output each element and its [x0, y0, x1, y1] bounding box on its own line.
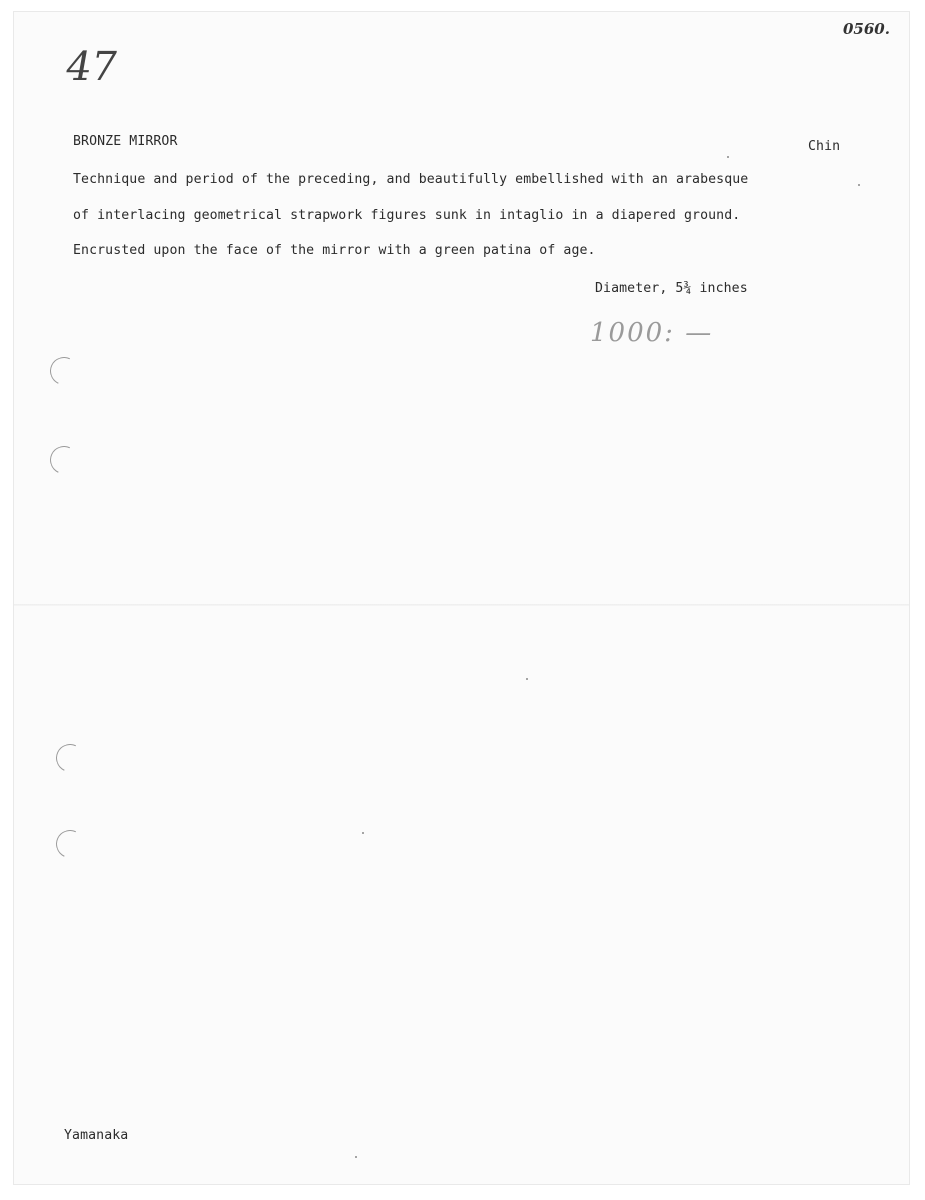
item-mark: 47 [61, 44, 121, 90]
description-line: of interlacing geometrical strapwork figures sunk in intaglio in a diapered ground. [73, 208, 741, 223]
speck [362, 832, 364, 834]
document-page [14, 12, 909, 1184]
speck [355, 1156, 357, 1158]
item-title: BRONZE MIRROR [73, 134, 178, 149]
price-annotation: 1000: — [590, 318, 714, 348]
speck [858, 184, 860, 186]
item-dimension: Diameter, 5¾ inches [595, 281, 748, 296]
item-origin: Chin [808, 139, 841, 154]
fold-line [14, 604, 909, 606]
dealer-name: Yamanaka [64, 1128, 129, 1143]
description-line: Technique and period of the preceding, and beautifully embellished with an arabesque [73, 172, 749, 187]
description-line: Encrusted upon the face of the mirror with a green patina of age. [73, 243, 596, 258]
catalog-number: 0560. [843, 20, 890, 38]
speck [526, 678, 528, 680]
speck [727, 156, 729, 158]
